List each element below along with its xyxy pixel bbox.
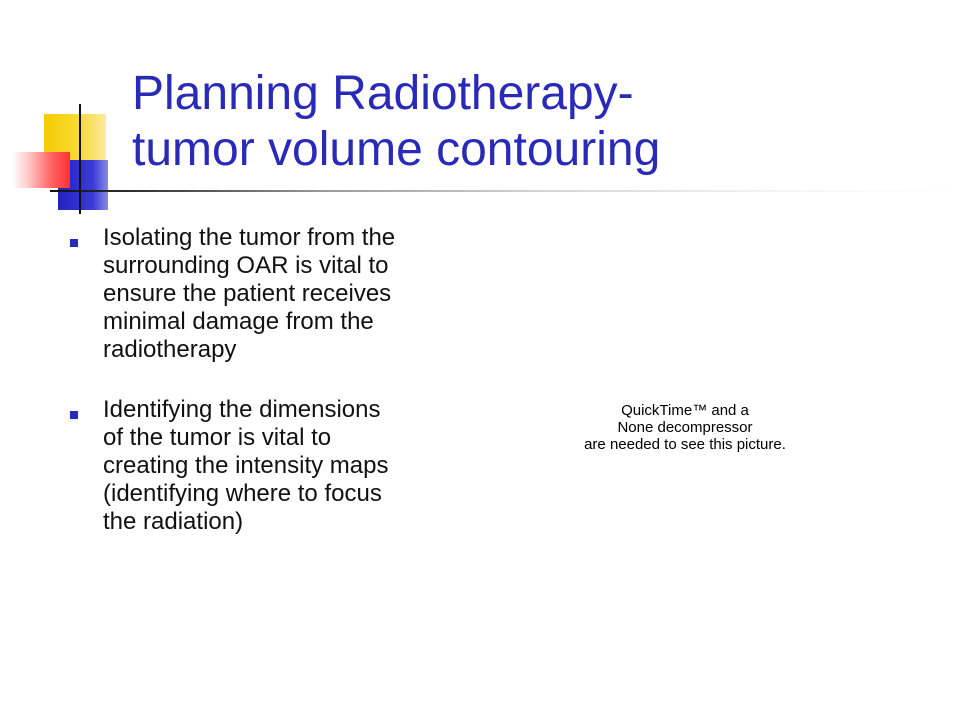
slide-title xyxy=(132,66,912,178)
bullet-line: Identifying the dimensions xyxy=(103,396,381,423)
bullet-text xyxy=(103,396,510,536)
bullet-item xyxy=(70,396,510,536)
media-placeholder-line: are needed to see this picture. xyxy=(584,436,786,453)
bullet-list xyxy=(70,224,510,568)
quicktime-media-placeholder xyxy=(560,402,810,453)
slide-title-line-1: Planning Radiotherapy- xyxy=(132,67,634,120)
media-placeholder-line: QuickTime™ and a xyxy=(621,402,749,419)
slide-title-line-2: tumor volume contouring xyxy=(132,123,661,176)
bullet-square-icon xyxy=(70,239,78,247)
media-placeholder-line: None decompressor xyxy=(617,419,753,436)
bullet-text xyxy=(103,224,510,364)
bullet-line: creating the intensity maps xyxy=(103,452,389,479)
bullet-line: the radiation) xyxy=(103,508,244,535)
bullet-line: (identifying where to focus xyxy=(103,480,382,507)
bullet-square-icon xyxy=(70,411,78,419)
title-underline xyxy=(50,190,960,192)
bullet-item xyxy=(70,224,510,364)
bullet-line: ensure the patient receives xyxy=(103,280,392,307)
bullet-line: minimal damage from the xyxy=(103,308,374,335)
bullet-line: of the tumor is vital to xyxy=(103,424,332,451)
logo-red-bar xyxy=(12,152,70,188)
logo-vertical-line xyxy=(79,104,81,214)
bullet-line: Isolating the tumor from the xyxy=(103,224,396,251)
bullet-line: surrounding OAR is vital to xyxy=(103,252,389,279)
bullet-line: radiotherapy xyxy=(103,336,237,363)
